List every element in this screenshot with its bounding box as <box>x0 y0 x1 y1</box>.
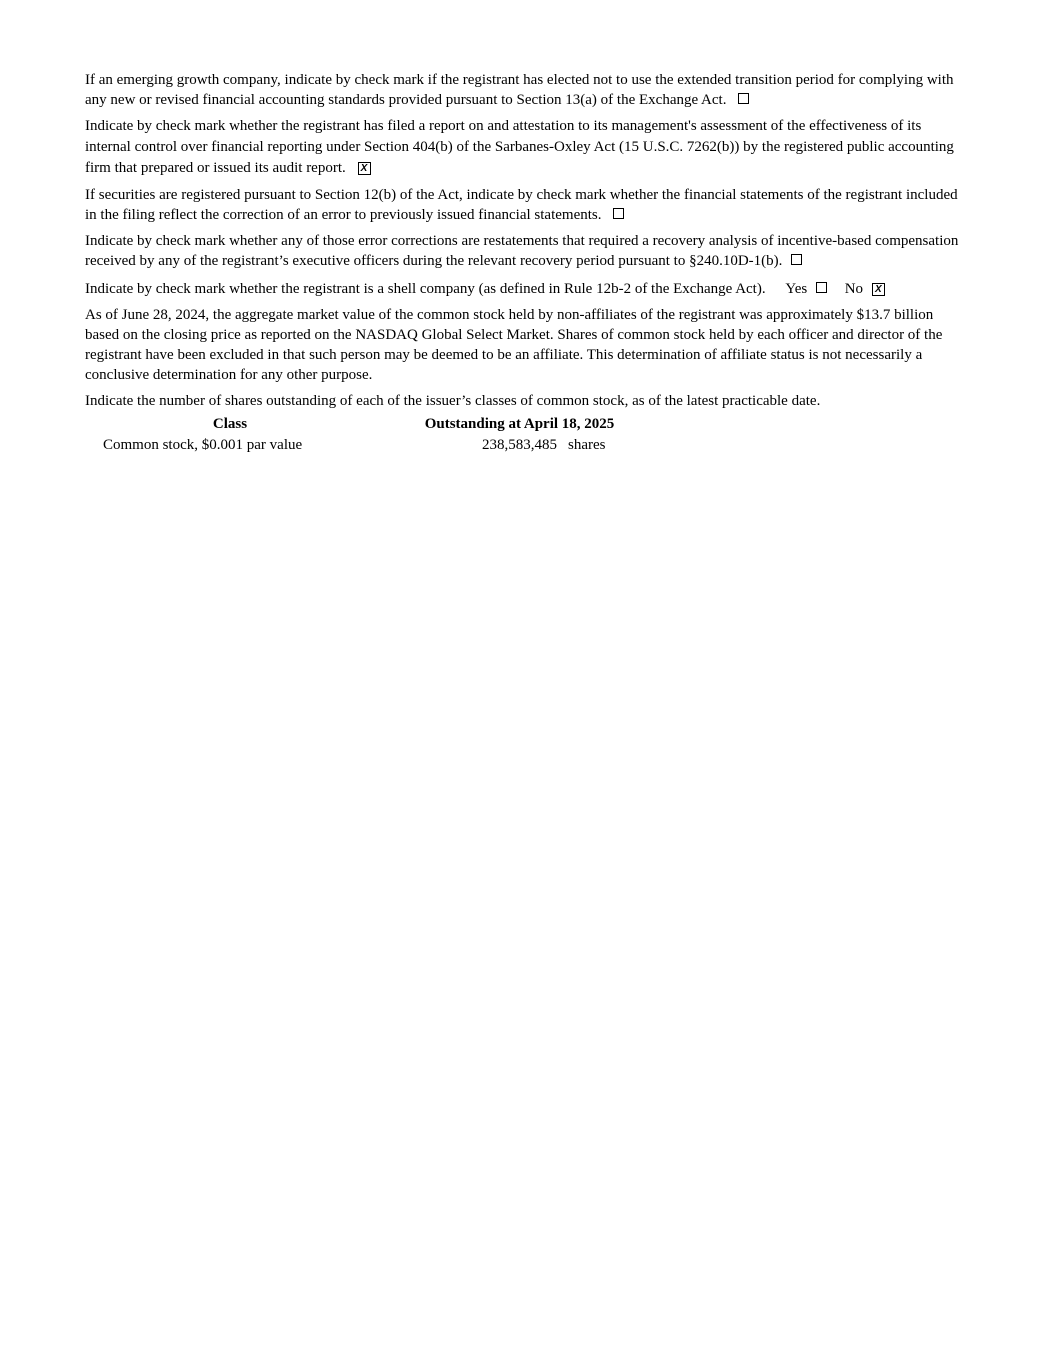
icfr-attestation-paragraph <box>85 116 970 179</box>
cover-page-section <box>85 70 970 456</box>
shares-outstanding-text: Indicate the number of shares outstanding of each of the issuer’s classes of common stock, as of the latest practicable date. <box>85 393 821 409</box>
checked-box-icon: X <box>872 283 885 296</box>
unchecked-box-icon <box>738 93 749 104</box>
shares-outstanding-paragraph <box>85 391 970 411</box>
market-value-text: As of June 28, 2024, the aggregate market value of the common stock held by non-affiliates of the registrant was approximately $13.7 billion based on the closing price as reported on the NASDAQ Global Select Market. Shares of common stock held by each officer and director of the registrant have been excluded in that such person may be deemed to be an affiliate. This determination of affiliate status is not necessarily a conclusive determination for any other purpose. <box>85 307 943 383</box>
shell-company-paragraph <box>85 279 970 299</box>
class-column-header: Class <box>212 415 248 432</box>
market-value-paragraph <box>85 305 970 385</box>
unchecked-box-icon <box>791 254 802 265</box>
class-cell: Common stock, $0.001 par value <box>103 437 303 453</box>
recovery-analysis-checkbox[interactable] <box>791 251 802 271</box>
shell-no-label: No <box>844 281 864 297</box>
icfr-attestation-text: Indicate by check mark whether the registrant has filed a report on and attestation to its management's assessment of the effectiveness of its internal control over financial reporting under Section 404(b) of the Sarbanes-Oxley Act (15 U.S.C. 7262(b)) by the registered public accounting firm that prepared or issued its audit report. <box>85 118 954 176</box>
emerging-growth-text: If an emerging growth company, indicate by check mark if the registrant has elected not to use the extended transition period for complying with any new or revised financial accounting standards provided pursuant to Section 13(a) of the Exchange Act. <box>85 72 954 108</box>
checked-box-icon: X <box>358 162 371 175</box>
outstanding-column-header: Outstanding at April 18, 2025 <box>424 415 615 432</box>
icfr-attestation-checkbox[interactable] <box>358 158 371 179</box>
error-correction-text: If securities are registered pursuant to Section 12(b) of the Act, indicate by check mark whether the financial statements of the registrant included in the filing reflect the correction of an error to previously issued financial statements. <box>85 187 958 223</box>
recovery-analysis-text: Indicate by check mark whether any of those error corrections are restatements that required a recovery analysis of incentive-based compensation received by any of the registrant’s executive officers during the relevant recovery period pursuant to §240.10D-1(b). <box>85 233 959 269</box>
emerging-growth-paragraph <box>85 70 970 110</box>
shell-company-text: Indicate by check mark whether the registrant is a shell company (as defined in Rule 12b-2 of the Exchange Act). <box>85 281 766 297</box>
error-correction-checkbox[interactable] <box>613 205 624 225</box>
recovery-analysis-paragraph <box>85 231 970 271</box>
shell-yes-label: Yes <box>785 281 808 297</box>
unchecked-box-icon <box>613 208 624 219</box>
table-header-row <box>103 413 628 434</box>
table-row <box>103 434 628 456</box>
shares-outstanding-table <box>103 413 628 456</box>
error-correction-paragraph <box>85 185 970 225</box>
unit-cell: shares <box>568 437 606 453</box>
shell-no-checkbox[interactable] <box>872 279 885 299</box>
outstanding-cell: 238,583,485 <box>482 437 557 453</box>
emerging-growth-checkbox[interactable] <box>738 90 749 110</box>
shell-yes-checkbox[interactable] <box>816 279 827 299</box>
unchecked-box-icon <box>816 282 827 293</box>
